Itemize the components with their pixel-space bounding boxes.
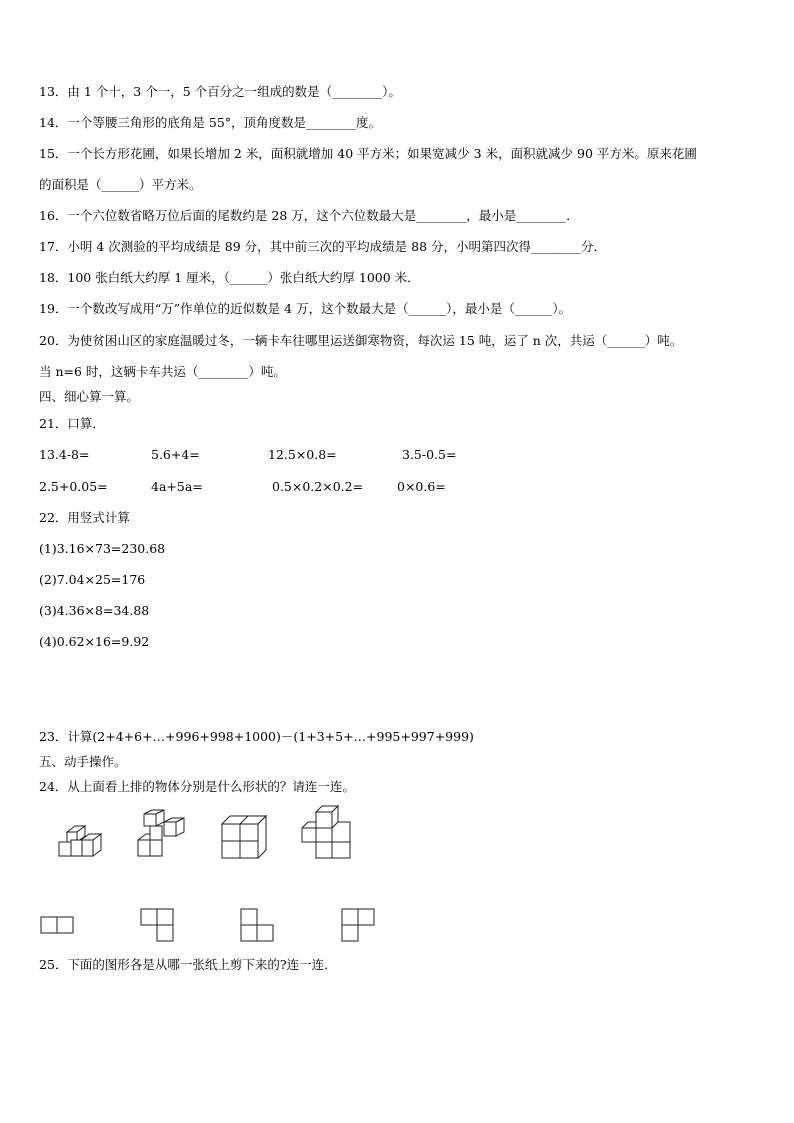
calc-item: 0×0.6= [397, 479, 446, 494]
section-4-heading: 四、细心算一算。 [39, 389, 140, 404]
q22-item: (3)4.36×8=34.88 [39, 603, 150, 618]
question-19: 19．一个数改写成用“万”作单位的近似数是 4 万，这个数最大是（______），最小是（______）。 [39, 301, 572, 316]
cube-figure-1 [55, 822, 105, 860]
question-21: 21．口算． [39, 416, 105, 431]
question-20-line2: 当 n=6 时，这辆卡车共运（________）吨。 [39, 364, 286, 379]
question-15-line2: 的面积是（______）平方米。 [39, 177, 202, 192]
top-view-shape-1 [40, 916, 76, 936]
question-25: 25．下面的图形各是从哪一张纸上剪下来的?连一连． [39, 957, 337, 972]
q22-item: (2)7.04×25=176 [39, 572, 146, 587]
calc-item: 13.4-8= [39, 447, 90, 462]
question-24: 24．从上面看上排的物体分别是什么形状的？请连一连。 [39, 779, 355, 794]
question-14: 14．一个等腰三角形的底角是 55°，顶角度数是________度。 [39, 115, 382, 130]
cube-figure-4 [298, 806, 358, 862]
question-23: 23．计算(2+4+6+…+996+998+1000)－(1+3+5+…+995+997+999) [39, 729, 474, 744]
calc-item: 0.5×0.2×0.2= [272, 479, 364, 494]
q22-item: (4)0.62×16=9.92 [39, 634, 150, 649]
calc-item: 12.5×0.8= [268, 447, 337, 462]
question-16: 16．一个六位数省略万位后面的尾数约是 28 万，这个六位数最大是________，最小是________． [39, 208, 579, 223]
question-22: 22．用竖式计算 [39, 510, 130, 525]
calc-item: 5.6+4= [151, 447, 200, 462]
question-18: 18．100 张白纸大约厚 1 厘米，（______）张白纸大约厚 1000 米． [39, 270, 420, 285]
q22-item: (1)3.16×73=230.68 [39, 541, 166, 556]
cube-figure-2 [134, 810, 188, 862]
section-5-heading: 五、动手操作。 [39, 754, 127, 769]
question-17: 17．小明 4 次测验的平均成绩是 89 分，其中前三次的平均成绩是 88 分，小明第四次得________分． [39, 239, 607, 254]
question-15-line1: 15．一个长方形花圃，如果长增加 2 米，面积就增加 40 平方米；如果宽减少 3 米，面积就减少 90 平方米。原来花圃 [39, 146, 697, 161]
question-20-line1: 20．为使贫困山区的家庭温暖过冬，一辆卡车往哪里运送御寒物资，每次运 15 吨，运了 n 次，共运（______）吨。 [39, 333, 683, 348]
top-view-shape-2 [140, 908, 176, 944]
cube-figure-3 [218, 812, 270, 862]
calc-item: 2.5+0.05= [39, 479, 108, 494]
question-13: 13．由 1 个十，3 个一，5 个百分之一组成的数是（________）。 [39, 84, 401, 99]
top-view-shape-3 [240, 908, 276, 944]
top-view-shape-4 [341, 908, 377, 944]
calc-item: 3.5-0.5= [402, 447, 457, 462]
calc-item: 4a+5a= [151, 479, 203, 494]
